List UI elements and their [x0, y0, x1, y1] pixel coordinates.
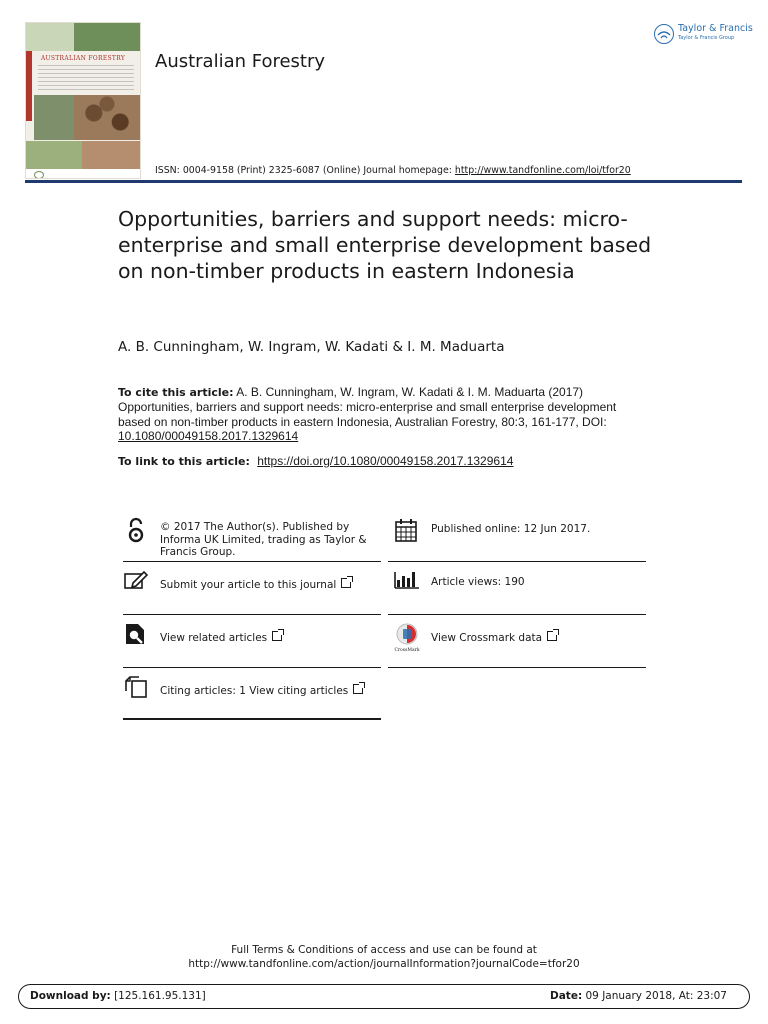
citing-text: Citing articles: 1 View citing articles — [160, 685, 349, 697]
divider — [123, 614, 381, 615]
bar-chart-icon — [394, 569, 420, 595]
external-link-icon — [353, 684, 363, 694]
divider — [388, 614, 646, 615]
citing-link[interactable] — [160, 684, 363, 698]
date-label: Date: — [550, 990, 583, 1002]
divider — [123, 561, 381, 562]
journal-homepage-link[interactable]: http://www.tandfonline.com/loi/tfor20 — [454, 165, 631, 176]
cite-text: A. B. Cunningham, W. Ingram, W. Kadati & I. M. Maduarta (2017) Opportunities, barriers and support needs: micro-enterprise and small enterprise development based on non-timber products in eastern Indonesia, Australian Forestry, 80:3, 161-177, DOI: — [118, 385, 617, 429]
publisher-logo[interactable] — [654, 22, 753, 48]
crossmark-link[interactable] — [431, 631, 557, 645]
citing-icon — [123, 675, 149, 701]
related-link[interactable] — [160, 631, 282, 645]
search-document-icon — [123, 622, 149, 648]
journal-cover-image — [25, 22, 141, 179]
link-label: To link to this article: — [118, 455, 250, 468]
submit-link[interactable] — [160, 578, 351, 592]
cite-doi-link[interactable]: 10.1080/00049158.2017.1329614 — [118, 429, 299, 444]
pencil-icon — [123, 569, 149, 595]
divider — [388, 667, 646, 668]
cover-title: AUSTRALIAN FORESTRY — [40, 55, 126, 62]
publisher-name: Taylor & Francis — [678, 23, 753, 34]
article-title: Opportunities, barriers and support needs: micro-enterprise and small enterprise development based on non-timber products in eastern Indonesia — [118, 207, 652, 283]
download-value: [125.161.95.131] — [114, 990, 206, 1002]
grid-bottom-rule — [123, 718, 381, 720]
external-link-icon — [547, 631, 557, 641]
license-text: © 2017 The Author(s). Published by Informa UK Limited, trading as Taylor & Francis Group. — [160, 521, 367, 558]
issn-line — [155, 165, 631, 176]
date-value: 09 January 2018, At: 23:07 — [585, 990, 727, 1002]
download-label: Download by: — [30, 990, 111, 1002]
publisher-logo-icon — [654, 24, 674, 44]
journal-name: Australian Forestry — [155, 51, 326, 72]
download-info — [30, 990, 206, 1002]
crossmark-label: CrossMark — [394, 648, 420, 653]
divider — [123, 667, 381, 668]
calendar-icon — [394, 517, 420, 543]
download-info-bar — [18, 984, 750, 1009]
cite-label: To cite this article: — [118, 386, 234, 399]
related-text: View related articles — [160, 632, 268, 644]
citation — [118, 385, 638, 444]
issn-text: ISSN: 0004-9158 (Print) 2325-6087 (Online) Journal homepage: — [155, 165, 452, 176]
article-authors: A. B. Cunningham, W. Ingram, W. Kadati & I. M. Maduarta — [118, 339, 505, 355]
article-link — [118, 454, 513, 468]
terms-link[interactable]: http://www.tandfonline.com/action/journalInformation?journalCode=tfor20 — [188, 958, 580, 970]
external-link-icon — [341, 578, 351, 588]
submit-text: Submit your article to this journal — [160, 579, 337, 591]
published-text: Published online: 12 Jun 2017. — [431, 523, 591, 535]
article-doi-link[interactable]: https://doi.org/10.1080/00049158.2017.1329614 — [257, 454, 514, 468]
terms-notice — [0, 943, 768, 971]
open-access-icon — [123, 517, 149, 543]
external-link-icon — [272, 631, 282, 641]
download-date — [550, 990, 727, 1002]
divider — [388, 561, 646, 562]
crossmark-text: View Crossmark data — [431, 632, 543, 644]
terms-line-1: Full Terms & Conditions of access and use can be found at — [231, 944, 537, 956]
header-rule — [25, 180, 742, 183]
views-text: Article views: 190 — [431, 576, 525, 588]
publisher-sub: Taylor & Francis Group — [678, 35, 735, 41]
